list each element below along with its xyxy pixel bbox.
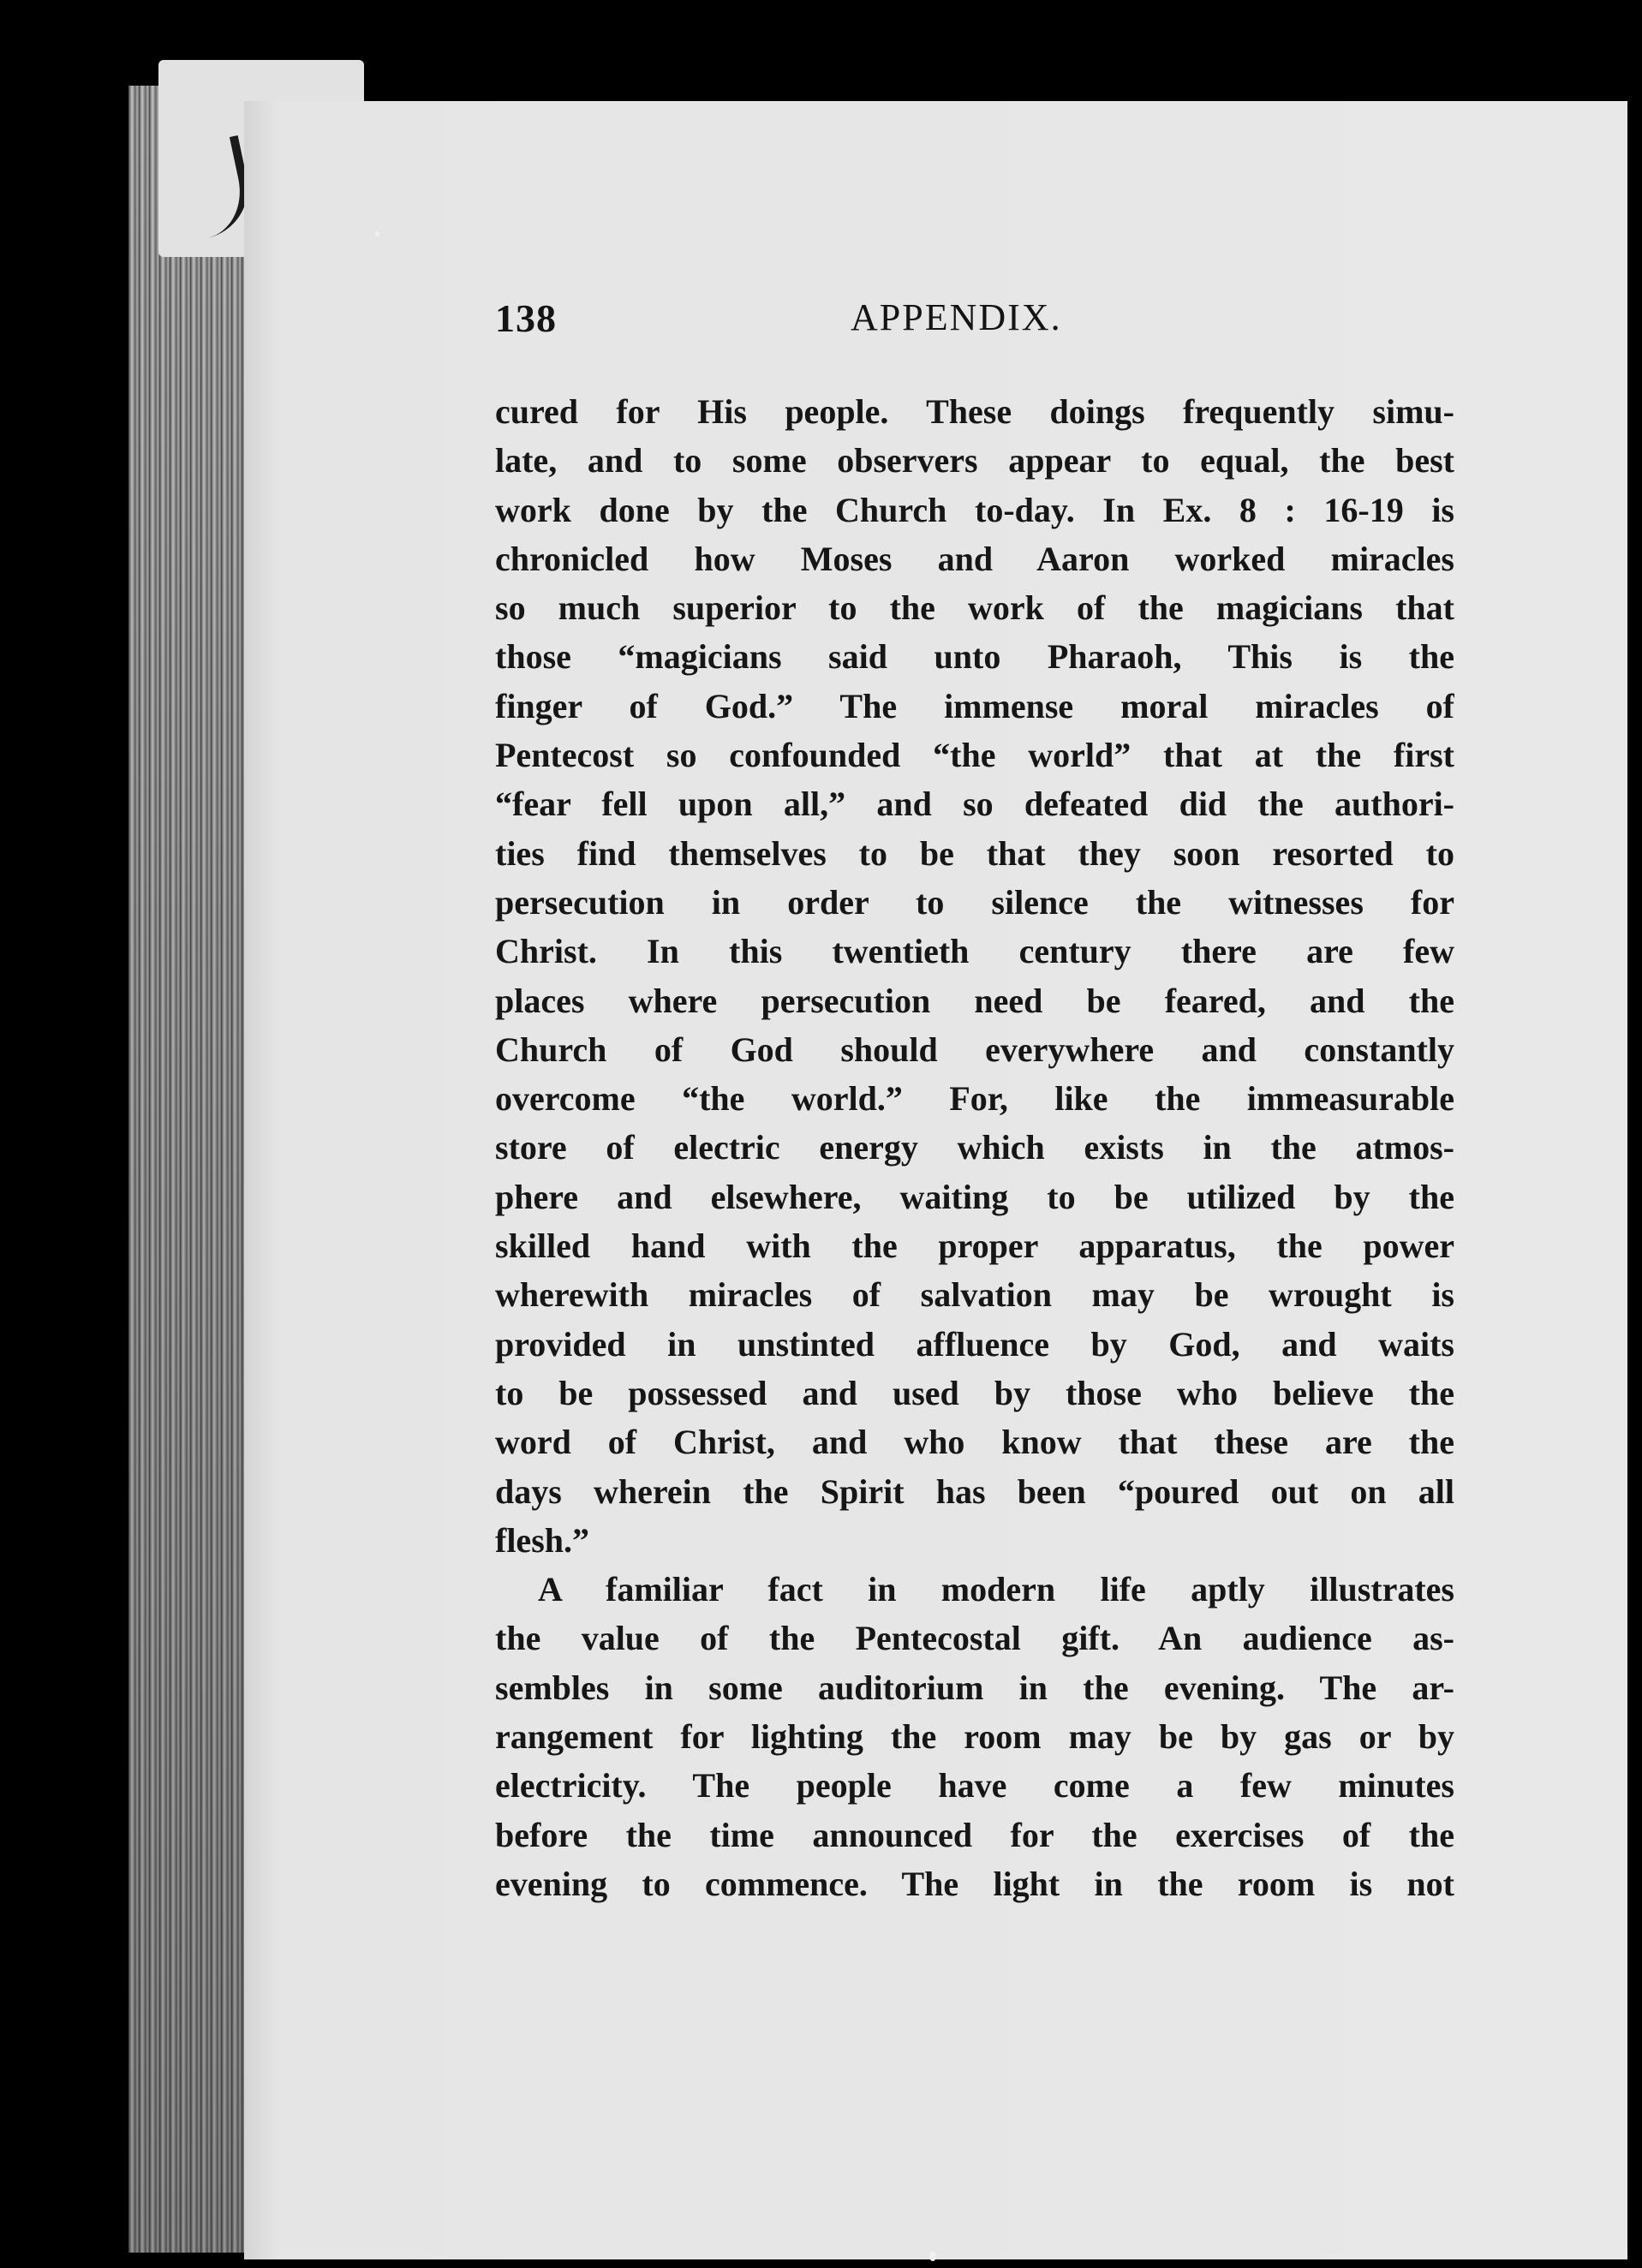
- text-line: Pentecost so confounded “the world” that at the first: [495, 736, 1454, 775]
- scan-speck: [929, 2251, 936, 2261]
- text-line: finger of God.” The immense moral miracles of: [495, 686, 1454, 725]
- text-line: phere and elsewhere, waiting to be utilized by the: [495, 1177, 1454, 1216]
- text-line: evening to commence. The light in the room is not: [495, 1864, 1454, 1903]
- text-line: provided in unstinted affluence by God, and waits: [495, 1324, 1454, 1364]
- text-line: A familiar fact in modern life aptly illustrates: [538, 1570, 1454, 1609]
- page-number: 138: [495, 296, 557, 340]
- text-line: skilled hand with the proper apparatus, the power: [495, 1227, 1454, 1266]
- text-line: electricity. The people have come a few minutes: [495, 1766, 1454, 1805]
- text-line: so much superior to the work of the magicians that: [495, 588, 1454, 628]
- text-line: rangement for lighting the room may be by gas or by: [495, 1717, 1454, 1757]
- text-line: late, and to some observers appear to equal, the best: [495, 441, 1454, 480]
- text-line: those “magicians said unto Pharaoh, This is the: [495, 637, 1454, 677]
- text-line: sembles in some auditorium in the evening. The ar-: [495, 1668, 1454, 1707]
- text-line: Church of God should everywhere and constantly: [495, 1030, 1454, 1069]
- text-line: work done by the Church to-day. In Ex. 8 : 16-19 is: [495, 490, 1454, 529]
- running-head: APPENDIX.: [851, 296, 1062, 338]
- page-edge-shadow: [128, 86, 257, 2253]
- text-line: flesh.”: [495, 1520, 589, 1560]
- text-line: persecution in order to silence the witnesses for: [495, 882, 1454, 922]
- text-line: days wherein the Spirit has been “poured out on all: [495, 1471, 1454, 1511]
- text-line: store of electric energy which exists in the atmos-: [495, 1128, 1454, 1167]
- page-header: [495, 295, 1454, 355]
- text-line: cured for His people. These doings frequently simu-: [495, 392, 1454, 431]
- text-line: ties find themselves to be that they soon resorted to: [495, 833, 1454, 873]
- text-line: Christ. In this twentieth century there are few: [495, 932, 1454, 971]
- text-line: chronicled how Moses and Aaron worked miracles: [495, 539, 1454, 578]
- scan-speck: [375, 231, 379, 236]
- text-line: before the time announced for the exercises of the: [495, 1815, 1454, 1854]
- body-text: [495, 387, 1454, 1908]
- text-line: “fear fell upon all,” and so defeated did the authori-: [495, 785, 1454, 824]
- text-line: the value of the Pentecostal gift. An audience as-: [495, 1619, 1454, 1658]
- text-line: to be possessed and used by those who believe the: [495, 1373, 1454, 1412]
- text-line: overcome “the world.” For, like the immeasurable: [495, 1079, 1454, 1119]
- text-line: wherewith miracles of salvation may be wrought is: [495, 1275, 1454, 1315]
- text-line: places where persecution need be feared, and the: [495, 981, 1454, 1020]
- text-line: word of Christ, and who know that these are the: [495, 1423, 1454, 1462]
